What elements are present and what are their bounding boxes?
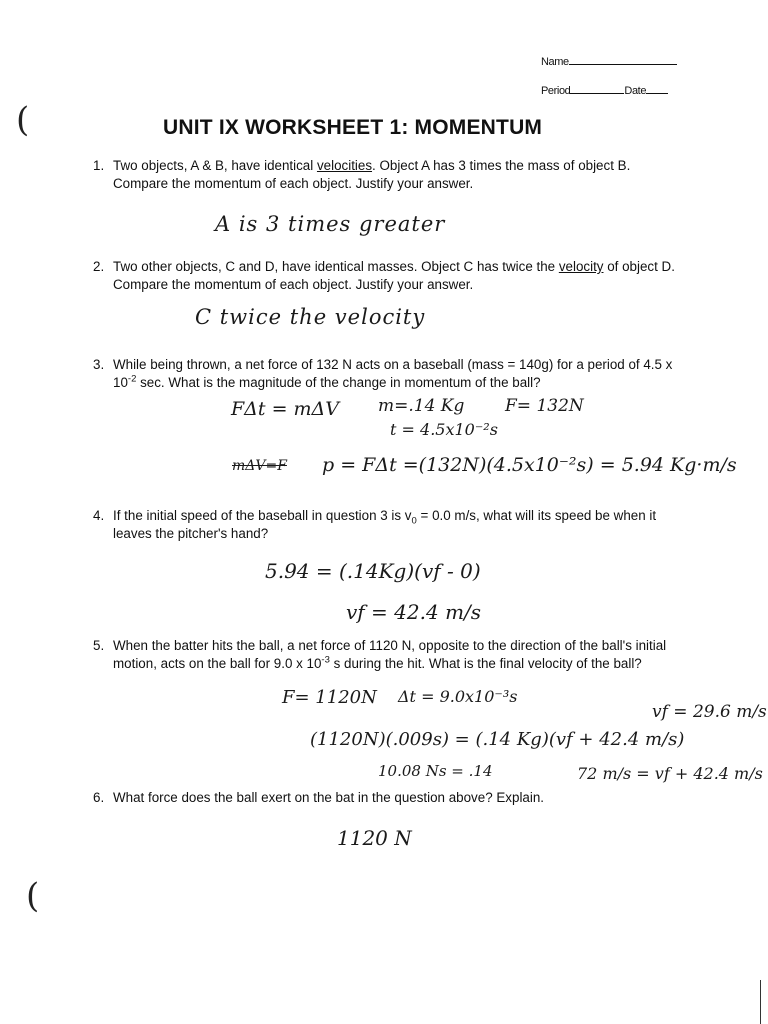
question-number: 3. [93, 357, 105, 372]
work-5-time: Δt = 9.0x10⁻³s [398, 687, 518, 706]
answer-1: A is 3 times greater [215, 212, 446, 236]
work-3-force: F= 132N [505, 396, 584, 416]
question-3 [93, 356, 683, 391]
margin-paren-top: ( [16, 100, 30, 140]
work-5-impulse: 10.08 Ns = .14 [378, 762, 493, 780]
period-date-field [541, 85, 668, 97]
question-2 [93, 258, 683, 293]
question-number: 2. [93, 259, 105, 274]
question-number: 5. [93, 638, 105, 653]
work-3-formula: FΔt = mΔV [231, 398, 339, 420]
work-5-force: F= 1120N [282, 687, 377, 708]
work-5-equation: (1120N)(.009s) = (.14 Kg)(vf + 42.4 m/s) [310, 729, 685, 750]
question-4 [93, 507, 683, 542]
work-3-result: p = FΔt =(132N)(4.5x10⁻²s) = 5.94 Kg·m/s [322, 454, 737, 476]
page-title: UNIT IX WORKSHEET 1: MOMENTUM [163, 116, 543, 139]
work-3-crossed: mΔV=F [232, 458, 287, 474]
work-3-time: t = 4.5x10⁻²s [390, 420, 498, 439]
work-4-equation: 5.94 = (.14Kg)(vf - 0) [265, 559, 481, 583]
date-label: Date [624, 85, 647, 97]
question-number: 1. [93, 158, 105, 173]
question-5 [93, 637, 683, 672]
name-label: Name [541, 56, 569, 68]
question-text: If the initial speed of the baseball in question 3 is $v_0 = 0.0$ m/s, what will its speed be when it leaves the pitcher's hand? [113, 508, 657, 541]
answer-2: C twice the velocity [195, 305, 426, 329]
work-5-final-velocity: vf = 29.6 m/s [652, 702, 767, 722]
question-text: Two objects, A & B, have identical velocities. Object A has 3 times the mass of object B. Compare the momentum of each object. Justify your answer. [113, 158, 631, 191]
question-1 [93, 157, 683, 192]
work-5-step: 72 m/s = vf + 42.4 m/s [577, 764, 763, 783]
question-text: While being thrown, a net force of 132 N acts on a baseball (mass = 140g) for a period of 4.5 x $10^{-2}$ sec. What is the magnitude of the change in momentum of the ball? [113, 357, 673, 390]
scan-edge-line [760, 980, 761, 1024]
question-text: What force does the ball exert on the bat in the question above? Explain. [113, 790, 545, 805]
question-number: 4. [93, 508, 105, 523]
question-text: When the batter hits the ball, a net force of 1120 N, opposite to the direction of the ball's initial motion, acts on the ball for 9.0 x $10^{-3}$ s during the hit. What is the final velocity of the ball? [113, 638, 667, 671]
question-6 [93, 789, 683, 807]
period-label: Period [541, 85, 571, 97]
answer-6: 1120 N [337, 826, 412, 850]
margin-paren-bottom: ( [26, 876, 40, 916]
question-text: Two other objects, C and D, have identical masses. Object C has twice the velocity of object D. Compare the momentum of each object. Justify your answer. [113, 259, 675, 292]
work-3-mass: m=.14 Kg [378, 396, 465, 416]
name-field [541, 56, 677, 68]
question-number: 6. [93, 790, 105, 805]
work-4-result: vf = 42.4 m/s [346, 600, 482, 624]
